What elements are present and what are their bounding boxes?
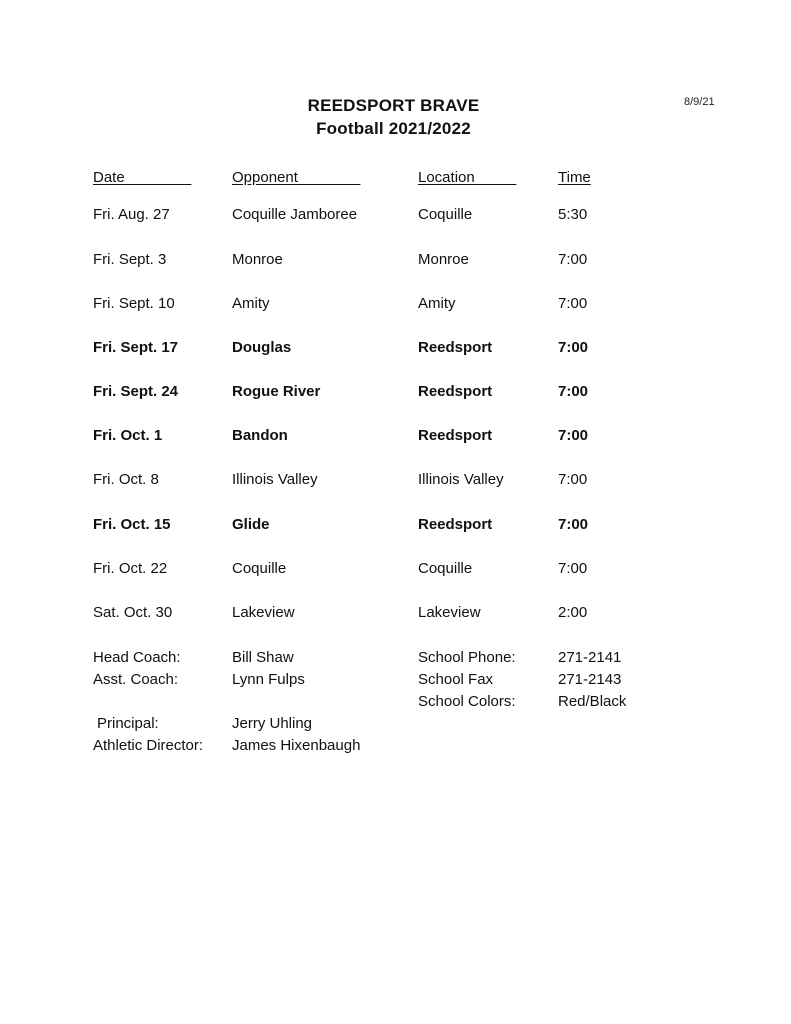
game-time: 5:30	[558, 206, 588, 223]
game-time: 7:00	[558, 471, 588, 488]
game-row	[0, 206, 791, 226]
game-row-home	[0, 516, 791, 536]
info-row-asst-coach	[0, 671, 791, 691]
game-date: Fri. Oct. 8	[93, 471, 159, 488]
game-opponent: Glide	[232, 516, 270, 533]
game-location: Reedsport	[418, 339, 493, 356]
game-row-home	[0, 339, 791, 359]
asst-coach-name: Lynn Fulps	[232, 671, 305, 688]
season-title: Football 2021/2022	[316, 119, 471, 138]
game-row	[0, 295, 791, 315]
asst-coach-label: Asst. Coach:	[93, 671, 179, 688]
athletic-director-name: James Hixenbaugh	[232, 737, 361, 754]
head-coach-label: Head Coach:	[93, 649, 181, 666]
info-row-principal	[0, 715, 791, 735]
game-location: Amity	[418, 295, 456, 312]
principal-label: Principal:	[97, 715, 159, 732]
game-date: Fri. Sept. 3	[93, 251, 167, 268]
header-date: Date	[93, 169, 192, 186]
game-date: Fri. Sept. 17	[93, 339, 179, 356]
game-opponent: Illinois Valley	[232, 471, 318, 488]
game-date: Fri. Oct. 22	[93, 560, 168, 577]
game-opponent: Rogue River	[232, 383, 321, 400]
game-time: 7:00	[558, 295, 588, 312]
game-date: Fri. Sept. 10	[93, 295, 175, 312]
school-fax-label: School Fax	[418, 671, 494, 688]
school-colors: Red/Black	[558, 693, 627, 710]
game-row	[0, 251, 791, 271]
game-row-home	[0, 383, 791, 403]
game-date: Fri. Sept. 24	[93, 383, 179, 400]
game-time: 7:00	[558, 339, 589, 356]
school-phone: 271-2141	[558, 649, 622, 666]
game-time: 7:00	[558, 251, 588, 268]
game-location: Reedsport	[418, 427, 493, 444]
game-opponent: Monroe	[232, 251, 283, 268]
game-location: Coquille	[418, 560, 473, 577]
athletic-director-label: Athletic Director:	[93, 737, 204, 754]
game-time: 7:00	[558, 516, 589, 533]
game-date: Fri. Oct. 1	[93, 427, 163, 444]
game-location: Lakeview	[418, 604, 481, 621]
game-time: 2:00	[558, 604, 588, 621]
game-opponent: Douglas	[232, 339, 292, 356]
game-opponent: Lakeview	[232, 604, 295, 621]
game-date: Fri. Oct. 15	[93, 516, 171, 533]
info-row-head-coach	[0, 649, 791, 669]
game-date: Fri. Aug. 27	[93, 206, 170, 223]
school-colors-label: School Colors:	[418, 693, 516, 710]
game-time: 7:00	[558, 427, 589, 444]
school-fax: 271-2143	[558, 671, 622, 688]
info-row-athletic-director	[0, 737, 791, 757]
game-opponent: Coquille Jamboree	[232, 206, 358, 223]
date-stamp: 8/9/21	[684, 96, 715, 108]
school-phone-label: School Phone:	[418, 649, 516, 666]
game-row	[0, 471, 791, 491]
game-row	[0, 560, 791, 580]
game-location: Monroe	[418, 251, 469, 268]
header-opponent: Opponent	[232, 169, 361, 186]
game-location: Reedsport	[418, 383, 493, 400]
game-location: Illinois Valley	[418, 471, 504, 488]
team-title: REEDSPORT BRAVE	[307, 96, 480, 115]
game-location: Reedsport	[418, 516, 493, 533]
game-location: Coquille	[418, 206, 473, 223]
principal-name: Jerry Uhling	[232, 715, 313, 732]
header-location: Location	[418, 169, 517, 186]
game-time: 7:00	[558, 560, 588, 577]
game-opponent: Amity	[232, 295, 270, 312]
head-coach-name: Bill Shaw	[232, 649, 294, 666]
game-row	[0, 604, 791, 624]
header-time: Time	[558, 169, 591, 186]
game-row-home	[0, 427, 791, 447]
game-time: 7:00	[558, 383, 589, 400]
game-date: Sat. Oct. 30	[93, 604, 173, 621]
game-opponent: Bandon	[232, 427, 288, 444]
info-row-school-colors	[0, 693, 791, 713]
game-opponent: Coquille	[232, 560, 287, 577]
